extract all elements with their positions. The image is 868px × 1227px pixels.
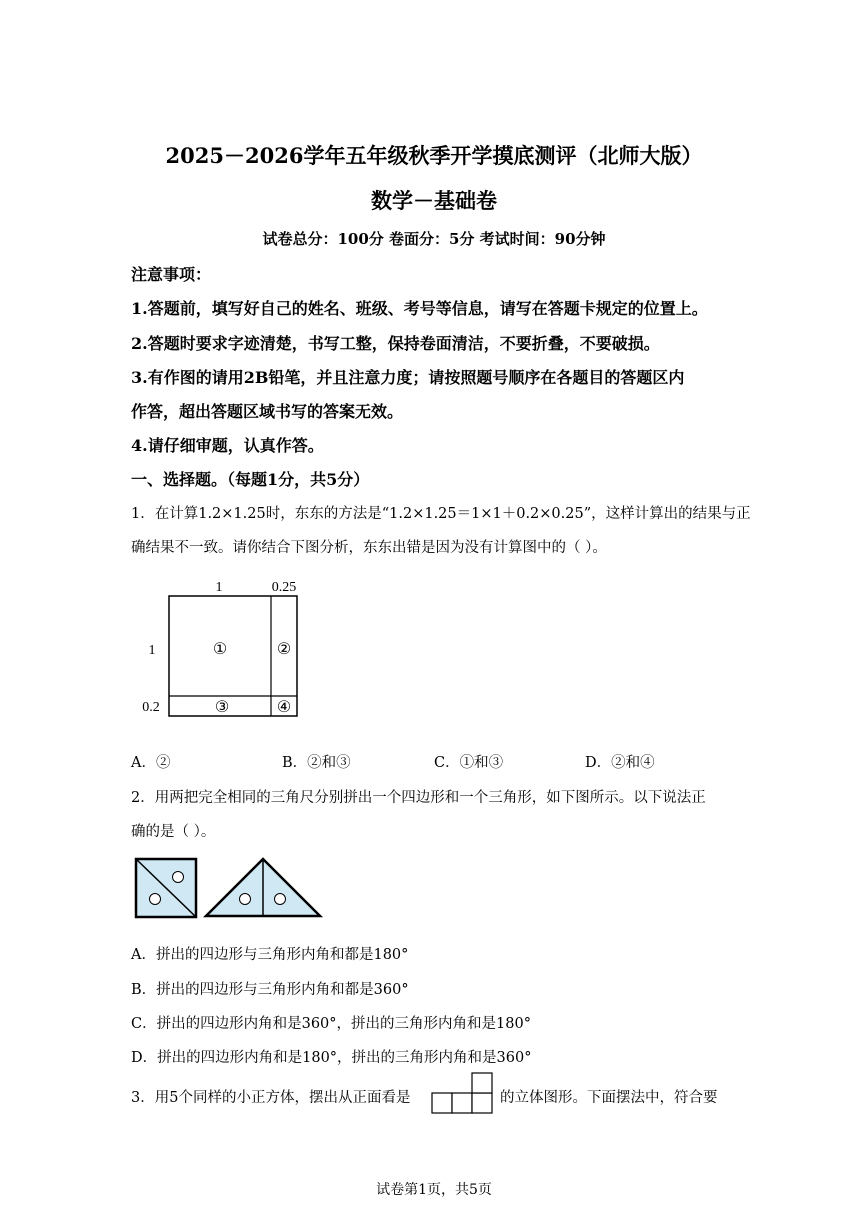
area-model-figure [130, 572, 310, 722]
ruler-hole-1 [173, 872, 184, 883]
score-info: 试卷总分：100分 卷面分：5分 考试时间：90分钟 [262, 230, 606, 248]
q2-option-d[interactable]: D．拼出的四边形内角和是180°，拼出的三角形内角和是360° [131, 1050, 532, 1066]
q1-option-d[interactable]: D．②和④ [585, 755, 655, 771]
ruler-hole-4 [275, 894, 286, 905]
note-item-4: 4.请仔细审题，认真作答。 [131, 436, 324, 455]
page-footer: 试卷第1页，共5页 [376, 1182, 492, 1198]
q1-text-line1: 1．在计算1.2×1.25时，东东的方法是“1.2×1.25＝1×1＋0.2×0.25”，这样计算出的结果与正 [131, 506, 751, 522]
region-4-label: ④ [276, 699, 292, 716]
q2-option-c[interactable]: C．拼出的四边形内角和是360°，拼出的三角形内角和是180° [131, 1016, 531, 1032]
q2-text-line1: 2．用两把完全相同的三角尺分别拼出一个四边形和一个三角形，如下图所示。以下说法正 [131, 790, 706, 806]
region-1-label: ① [212, 641, 228, 658]
region-3-label: ③ [214, 699, 230, 716]
section-heading: 一、选择题。（每题1分，共5分） [131, 470, 370, 489]
exam-subtitle: 数学－基础卷 [371, 188, 497, 213]
front-view-figure [430, 1072, 494, 1116]
q2-option-b[interactable]: B．拼出的四边形与三角形内角和都是360° [131, 982, 409, 998]
left-label-2: 0.2 [142, 700, 160, 715]
q1-option-c[interactable]: C．①和③ [434, 755, 504, 771]
region-2-label: ② [276, 641, 292, 658]
notes-heading: 注意事项： [131, 265, 212, 284]
note-item-1: 1.答题前，填写好自己的姓名、班级、考号等信息，请写在答题卡规定的位置上。 [131, 299, 708, 318]
q1-text-line2: 确结果不一致。请你结合下图分析，东东出错是因为没有计算图中的（ ）。 [131, 540, 607, 556]
note-item-3-cont: 作答，超出答题区域书写的答案无效。 [131, 402, 404, 421]
triangle-rulers-figure [130, 852, 330, 924]
exam-title: 2025－2026学年五年级秋季开学摸底测评（北师大版） [165, 143, 703, 168]
note-item-3: 3.有作图的请用2B铅笔，并且注意力度；请按照题号顺序在各题目的答题区内 [131, 368, 685, 387]
ruler-hole-2 [150, 894, 161, 905]
top-label-2: 0.25 [271, 580, 297, 595]
left-label-1: 1 [148, 643, 156, 658]
ruler-hole-3 [240, 894, 251, 905]
q2-text-line2: 确的是（ ）。 [131, 824, 216, 840]
q3-text-part1: 3．用5个同样的小正方体，摆出从正面看是 [131, 1090, 411, 1106]
top-label-1: 1 [215, 580, 223, 595]
q1-option-b[interactable]: B．②和③ [282, 755, 351, 771]
q2-option-a[interactable]: A．拼出的四边形与三角形内角和都是180° [131, 947, 409, 963]
q3-text-part2: 的立体图形。下面摆法中，符合要 [500, 1090, 718, 1106]
q1-option-a[interactable]: A．② [131, 755, 171, 771]
note-item-2: 2.答题时要求字迹清楚，书写工整，保持卷面清洁，不要折叠，不要破损。 [131, 334, 660, 353]
